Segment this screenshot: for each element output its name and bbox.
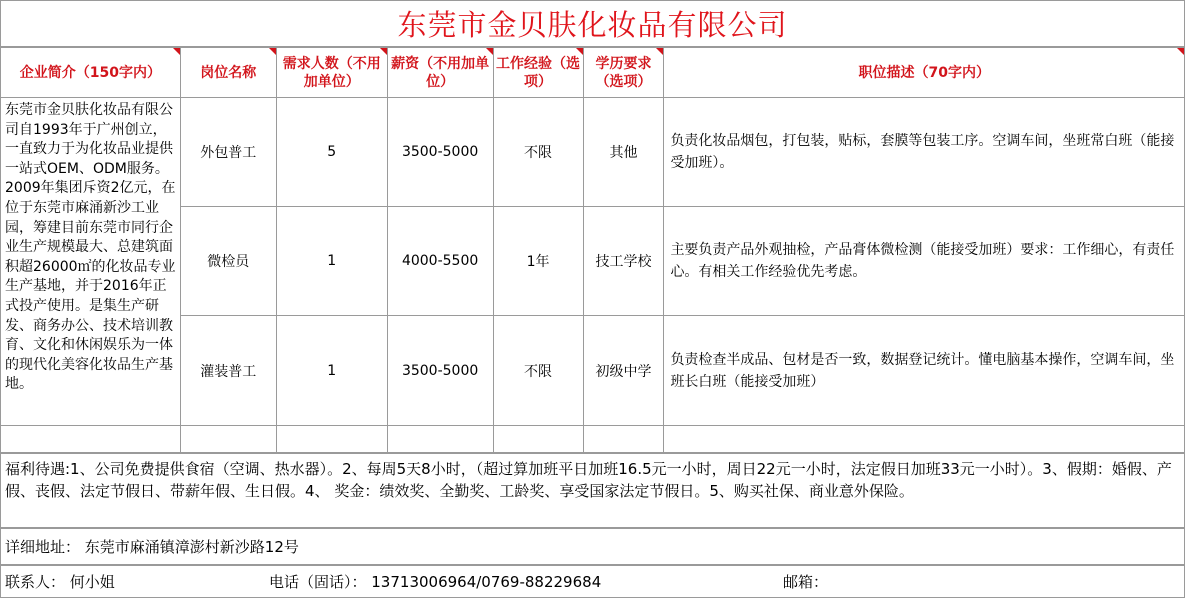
job-salary: 3500-5000: [387, 316, 493, 426]
contact-person: 联系人： 何小姐: [5, 573, 115, 591]
job-description: 负责检查半成品、包材是否一致，数据登记统计。懂电脑基本操作，空调车间，坐班长白班（能接受加班）: [664, 316, 1185, 426]
header-description: 职位描述（70字内）: [664, 48, 1185, 98]
job-salary: 4000-5500: [387, 207, 493, 316]
job-education: 其他: [583, 98, 664, 207]
job-position: 外包普工: [180, 98, 276, 207]
job-description: 负责化妆品烟包，打包装，贴标，套膜等包装工序。空调车间，坐班常白班（能接受加班）。: [664, 98, 1185, 207]
empty-cell: [664, 426, 1185, 453]
header-salary: 薪资（不用加单位）: [387, 48, 493, 98]
table-row: [1, 98, 1185, 207]
job-experience: 1年: [493, 207, 583, 316]
empty-cell: [583, 426, 664, 453]
company-intro: 东莞市金贝肤化妆品有限公司自1993年于广州创立，一直致力于为化妆品业提供一站式OEM、ODM服务。2009年集团斥资2亿元，在位于东莞市麻涌新沙工业园，筹建目前东莞市同行企业生产规模最大、总建筑面积超26000㎡的化妆品专业生产基地，并于2016年正式投产使用。是集生产研发、商务办公、技术培训教育、文化和休闲娱乐为一体的现代化美容化妆品生产基地。: [1, 98, 181, 426]
contact-phone: 电话（固话）： 13713006964/0769-88229684: [269, 573, 602, 591]
header-intro: 企业简介（150字内）: [1, 48, 181, 98]
job-description: 主要负责产品外观抽检，产品膏体微检测（能接受加班）要求：工作细心，有责任心。有相关工作经验优先考虑。: [664, 207, 1185, 316]
header-education: 学历要求（选项）: [583, 48, 664, 98]
empty-row: [1, 426, 1185, 453]
header-experience: 工作经验（选项）: [493, 48, 583, 98]
empty-cell: [493, 426, 583, 453]
header-row: [1, 48, 1185, 98]
company-title: 东莞市金贝肤化妆品有限公司: [397, 8, 788, 42]
job-headcount: 1: [276, 316, 387, 426]
job-position: 灌装普工: [180, 316, 276, 426]
benefits-text: 福利待遇:1、公司免费提供食宿（空调、热水器）。2、每周5天8小时，（超过算加班平日加班16.5元一小时，周日22元一小时，法定假日加班33元一小时）。3、假期：婚假、产假、丧假、法定节假日、带薪年假、生日假。4、 奖金：绩效奖、全勤奖、工龄奖、享受国家法定节假日。5、购买社保、商业意外保险。: [0, 453, 1185, 528]
header-position: 岗位名称: [180, 48, 276, 98]
job-headcount: 5: [276, 98, 387, 207]
contact-row: [0, 565, 1185, 598]
title-row: [0, 0, 1185, 47]
empty-cell: [387, 426, 493, 453]
job-position: 微检员: [180, 207, 276, 316]
job-experience: 不限: [493, 98, 583, 207]
empty-cell: [276, 426, 387, 453]
job-salary: 3500-5000: [387, 98, 493, 207]
job-education: 初级中学: [583, 316, 664, 426]
contact-email: 邮箱：: [783, 573, 829, 591]
header-headcount: 需求人数（不用加单位）: [276, 48, 387, 98]
job-experience: 不限: [493, 316, 583, 426]
job-education: 技工学校: [583, 207, 664, 316]
job-table: [0, 47, 1185, 453]
empty-cell: [180, 426, 276, 453]
empty-cell: [1, 426, 181, 453]
address-text: 详细地址： 东莞市麻涌镇漳澎村新沙路12号: [0, 528, 1185, 565]
job-headcount: 1: [276, 207, 387, 316]
